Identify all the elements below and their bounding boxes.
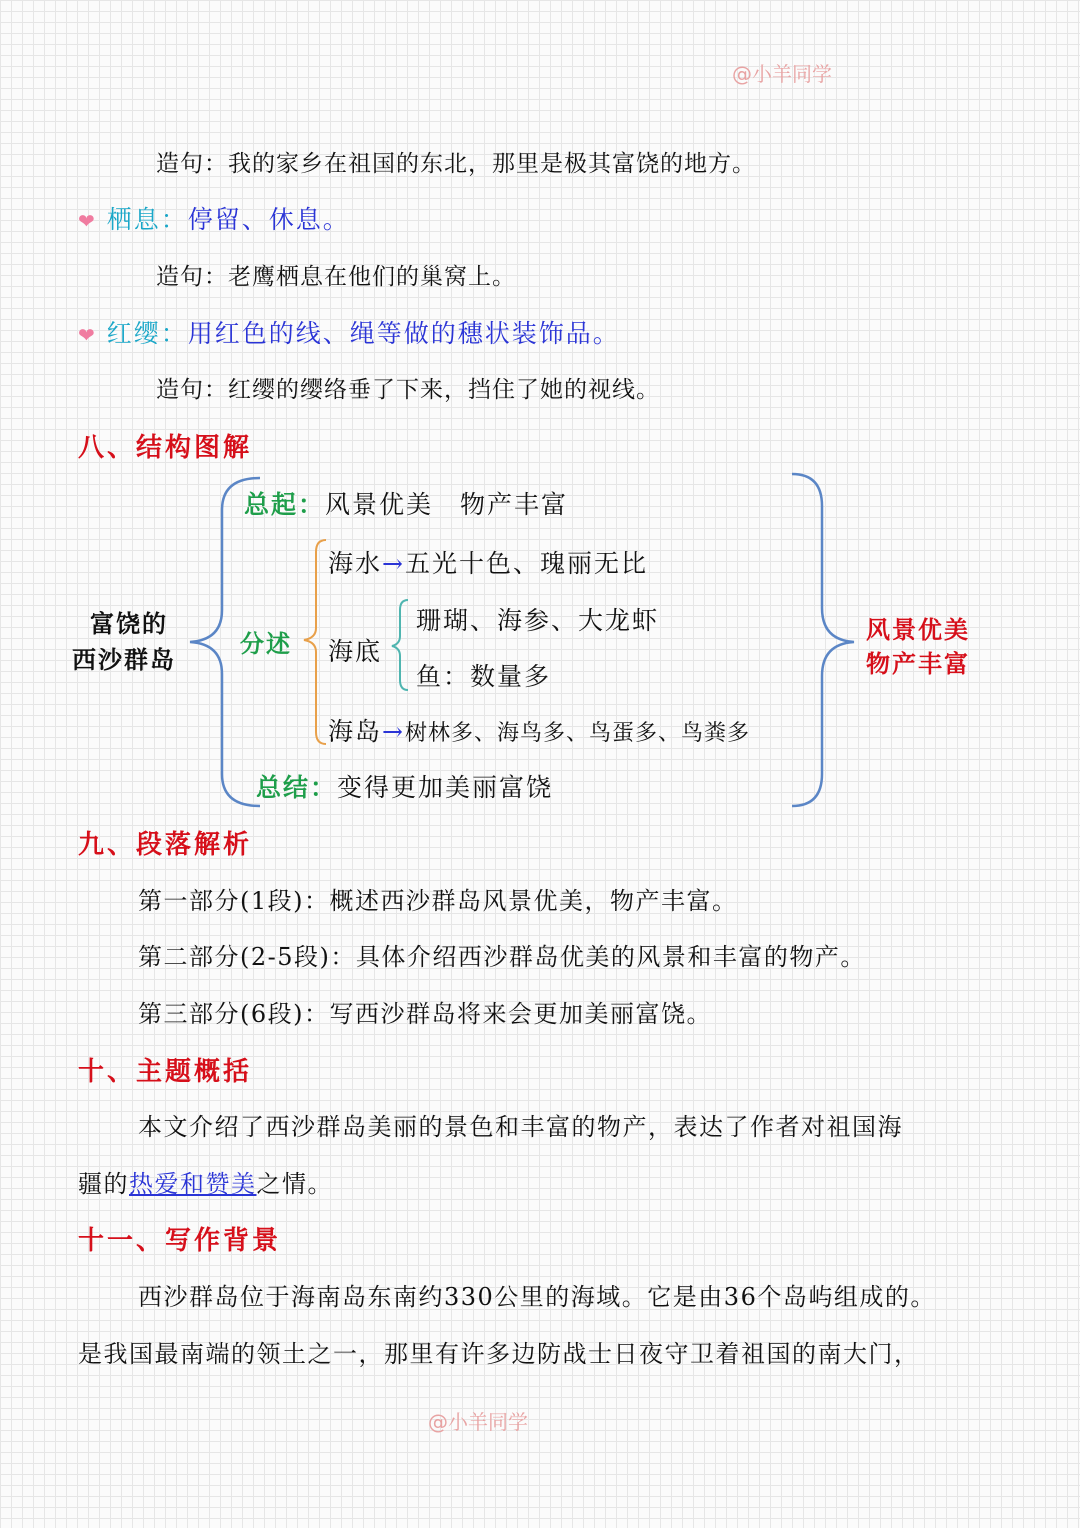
vocab-example: 造句：红缨的缨络垂了下来，挡住了她的视线。 bbox=[156, 377, 660, 403]
diagram-haishui bbox=[328, 544, 648, 580]
haidi-item: 鱼：数量多 bbox=[416, 662, 552, 691]
vocab-word: 红缨： bbox=[106, 319, 188, 348]
vocab-example: 造句：老鹰栖息在他们的巢窝上。 bbox=[156, 264, 516, 290]
background-line: 西沙群岛位于海南岛东南约330公里的海域。它是由36个岛屿组成的。 bbox=[138, 1283, 936, 1311]
vocab-definition: 停留、休息。 bbox=[187, 205, 350, 234]
section-heading: 十一、写作背景 bbox=[78, 1226, 282, 1256]
diagram-zongjie bbox=[256, 768, 553, 804]
watermark-top: @小羊同学 bbox=[732, 62, 832, 86]
right-brace bbox=[792, 474, 854, 806]
fenshu-bracket bbox=[304, 540, 326, 744]
vocab-word: 栖息： bbox=[106, 205, 188, 234]
zongjie-label: 总结： bbox=[256, 773, 338, 802]
background-line: 是我国最南端的领土之一，那里有许多边防战士日夜守卫着祖国的南大门， bbox=[78, 1340, 920, 1368]
haidi-bracket bbox=[392, 600, 408, 690]
arrow-icon: → bbox=[382, 549, 405, 578]
theme-line: 本文介绍了西沙群岛美丽的景色和丰富的物产，表达了作者对祖国海 bbox=[138, 1113, 903, 1141]
summary-line: 物产丰富 bbox=[866, 649, 970, 678]
zongjie-text: 变得更加美丽富饶 bbox=[337, 773, 554, 802]
vocab-definition: 用红色的线、绳等做的穗状装饰品。 bbox=[187, 319, 620, 348]
haidi-item: 珊瑚、海参、大龙虾 bbox=[416, 606, 660, 635]
diagram-zongqi bbox=[244, 485, 568, 521]
paragraph-analysis-item: 第一部分(1段)：概述西沙群岛风景优美，物产丰富。 bbox=[138, 887, 738, 915]
haishui-text: 五光十色、瑰丽无比 bbox=[404, 549, 648, 578]
summary-line: 风景优美 bbox=[866, 615, 970, 644]
arrow-icon: → bbox=[382, 717, 405, 746]
theme-text: 疆的 bbox=[78, 1170, 129, 1198]
zongqi-label: 总起： bbox=[244, 490, 326, 519]
haidi-label: 海底 bbox=[328, 637, 383, 666]
example-sentence: 造句：我的家乡在祖国的东北，那里是极其富饶的地方。 bbox=[156, 151, 756, 177]
haidao-label: 海岛 bbox=[328, 717, 383, 746]
highlight-link: 热爱和赞美 bbox=[129, 1170, 257, 1198]
haishui-label: 海水 bbox=[328, 549, 383, 578]
zongqi-text: 风景优美 物产丰富 bbox=[325, 490, 569, 519]
paragraph-analysis-item: 第三部分(6段)：写西沙群岛将来会更加美丽富饶。 bbox=[138, 1000, 712, 1028]
section-heading: 八、结构图解 bbox=[78, 433, 253, 463]
diagram-root-line2: 西沙群岛 bbox=[72, 645, 176, 674]
theme-text: 之情。 bbox=[256, 1170, 333, 1198]
heart-icon: ❤ bbox=[78, 323, 97, 347]
heart-icon: ❤ bbox=[78, 209, 97, 233]
watermark-bottom: @小羊同学 bbox=[428, 1410, 528, 1434]
diagram-haidao bbox=[328, 712, 750, 748]
haidao-text: 树林多、海鸟多、鸟蛋多、鸟粪多 bbox=[404, 721, 750, 746]
fenshu-label: 分述 bbox=[240, 629, 292, 658]
section-heading: 十、主题概括 bbox=[78, 1057, 253, 1087]
diagram-root-line1: 富饶的 bbox=[90, 609, 168, 638]
theme-line bbox=[78, 1164, 333, 1199]
section-heading: 九、段落解析 bbox=[78, 830, 253, 860]
paragraph-analysis-item: 第二部分(2-5段)：具体介绍西沙群岛优美的风景和丰富的物产。 bbox=[138, 943, 866, 971]
